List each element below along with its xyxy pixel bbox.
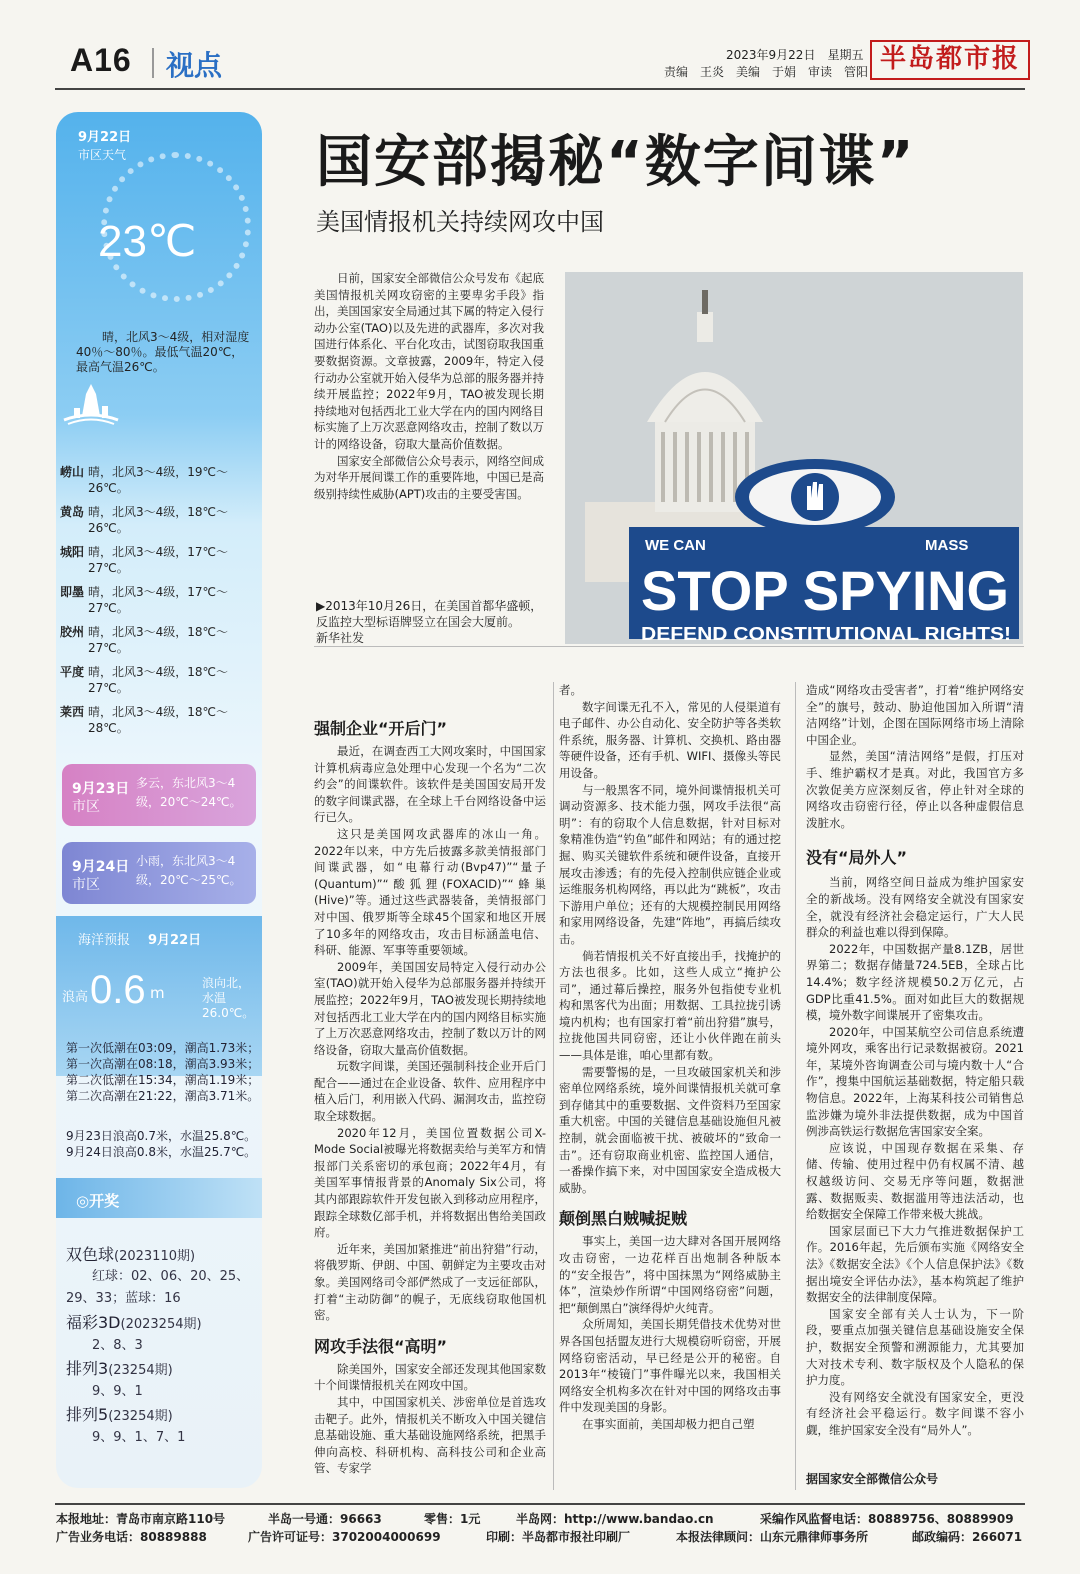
article-source: 据国家安全部微信公众号	[806, 1472, 939, 1486]
body-paragraph: 2020年，中国某航空公司信息系统遭境外网攻，乘客出行记录数据被窃。2021年，某境外咨询调查公司与境内数十人“合作”，搜集中国航运基础数据，特定船只载物信息。2022年，上海某科技公司销售总监涉嫌为境外非法提供数据，成为中国首例涉高铁运行数据危害国家安全案。	[806, 1024, 1024, 1139]
body-paragraph: 数字间谍无孔不入，常见的人侵渠道有电子邮件、办公自动化、安全防护等各类软件系统，服务器、计算机、交换机、路由器等硬件设备，还有手机、WIFI、摄像头等民用设备。	[559, 699, 781, 780]
tide-line: 第二次高潮在21:22，潮高3.71米。	[66, 1089, 260, 1103]
body-paragraph: 需要警惕的是，一旦攻破国家机关和涉密单位网络系统，境外间谍情报机关就可拿到存储其中的重要数据、文件资料乃至国家重大机密。中国的关键信息基础设施但凡被控制，就会面临被干扰、被破坏的“致命一击”。还有窃取商业机密、监控国人通信，一番操作搞下来，对中国国家安全造成极大威胁。	[559, 1064, 781, 1195]
body-paragraph: 近年来，美国加紧推进“前出狩猎”行动，将俄罗斯、伊朗、中国、朝鲜定为主要攻击对象。美国网络司令部俨然成了一支远征部队，打着“主动防御”的幌子，无底线窃取他国机密。	[314, 1241, 546, 1323]
tide-line: 第二次低潮在15:34，潮高1.19米；	[66, 1073, 260, 1087]
body-paragraph: 与一般黑客不同，境外间谍情报机关可调动资源多、技术能力强，网攻手法很“高明”：有的窃取个人信息数据，针对目标对象精准伪造“钓鱼”邮件和网站；有的通过挖掘、购买关键软件系统和硬件设备，直接开展攻击渗透；有的先侵入控制供应链企业或运维服务机构网络，再以此为“跳板”，攻击下游用户单位；还有的大规模控制民用网络和家用网络设备，先建“阵地”，再搞后续攻击。	[559, 782, 781, 946]
weather-temperature: 23℃	[98, 217, 197, 266]
body-paragraph: 者。	[559, 683, 582, 697]
article-headline: 国安部揭秘“数字间谍”	[316, 130, 916, 195]
region-row: 莱西 晴，北风3～4级，18℃～28℃。	[60, 705, 229, 735]
body-paragraph: 最近，在调查西工大网攻案时，中国国家计算机病毒应急处理中心发现一个名为“二次约会”的间谍软件。该软件是美国国安局开发的数字间谍武器，在全球上千台网络设备中运行已久。	[314, 744, 546, 825]
wave-height: 0.6	[90, 968, 146, 1012]
footer-supervision-phone: 采编作风监督电话：80889756、80889909	[760, 1512, 1014, 1526]
banner-text: DEFEND CONSTITUTIONAL RIGHTS!	[641, 624, 1011, 644]
body-paragraph: 国家安全部有关人士认为，下一阶段，要重点加强关键信息基础设施安全保护，数据安全预警和溯源能力，尤其要加大对技术专利、数字版权及个人隐私的保护力度。	[806, 1306, 1024, 1388]
capitol-photo	[565, 272, 1023, 644]
text-column-3	[806, 682, 1024, 1439]
intro-paragraph: 国家安全部微信公众号表示，网络空间成为对华开展间谍工作的重要阵地，中国已是高级别持续性威胁(APT)攻击的主要受害国。	[314, 453, 544, 501]
footer-printer: 印刷：半岛都市报社印刷厂	[486, 1530, 631, 1544]
forecast-date: 9月23日	[72, 781, 130, 797]
lottery-item: 福彩3D(2023254期)	[66, 1313, 202, 1332]
region-row: 城阳 晴，北风3～4级，17℃～27℃。	[60, 545, 229, 575]
body-paragraph: 显然，美国“清洁网络”是假，打压对手、维护霸权才是真。对此，我国官方多次敦促美方应深刻反省，停止针对全球的网络攻击窃密行径，停止以各种虚假信息泼脏水。	[806, 749, 1024, 830]
lottery-value: 9、9、1、7、1	[92, 1430, 186, 1445]
lottery-title: ◎开奖	[76, 1192, 120, 1210]
column-divider	[795, 682, 796, 1490]
section-rule	[314, 646, 1024, 647]
forecast-card-sep23	[62, 764, 256, 826]
wave-unit: m	[150, 984, 165, 1002]
next-sea-line: 9月23日浪高0.7米，水温25.8℃。	[66, 1129, 257, 1143]
body-paragraph: 当前，网络空间日益成为维护国家安全的新战场。没有网络安全就没有国家安全，就没有经济社会稳定运行，广大人民群众的利益也难以得到保障。	[806, 875, 1024, 940]
forecast-card-sep24	[62, 842, 256, 904]
region-row: 即墨 晴，北风3～4级，17℃～27℃。	[60, 585, 229, 615]
footer-ad-license: 广告许可证号：3702004000699	[248, 1530, 441, 1544]
page-number: A16	[70, 42, 132, 78]
banner-text: WE CAN	[645, 537, 706, 554]
staff-credits: 责编 王炎 美编 于娟 审读 管阳	[664, 65, 869, 79]
forecast-city: 市区	[72, 799, 100, 815]
banner-text: MASS	[925, 537, 969, 554]
body-paragraph: 国家层面已下大力气推进数据保护工作。2016年起，先后颁布实施《网络安全法》《数据安全法》《个人信息保护法》《数据出境安全评估办法》，基本构筑起了维护数据安全的法律制度保障。	[806, 1223, 1024, 1305]
region-row: 崂山 晴，北风3～4级，19℃～26℃。	[60, 465, 229, 495]
section-heading: 没有“局外人”	[806, 848, 908, 868]
wave-label: 浪高	[62, 990, 89, 1005]
body-paragraph: 玩数字间谍，美国还强制科技企业开后门配合——通过在企业设备、软件、应用程序中植入后门，利用嵌入代码、漏洞攻击，监控窃取全球数据。	[314, 1059, 546, 1124]
section-heading: 颠倒黑白贼喊捉贼	[559, 1209, 688, 1229]
next-sea-line: 9月24日浪高0.8米，水温25.7℃。	[66, 1145, 257, 1159]
forecast-text: 小雨，东北风3～4级，20℃～25℃。	[136, 854, 242, 887]
lottery-item: 排列3(23254期)	[66, 1359, 173, 1378]
body-paragraph: 在事实面前，美国却极力把自己塑	[582, 1416, 755, 1431]
issue-date: 2023年9月22日 星期五	[726, 48, 864, 62]
sea-forecast-date: 9月22日	[148, 933, 202, 948]
photo-caption: ▶2013年10月26日，在美国首都华盛顿，反监控大型标语牌竖立在国会大厦前。 新华社发	[316, 599, 543, 645]
region-row: 胶州 晴，北风3～4级，18℃～27℃。	[60, 625, 229, 655]
body-paragraph: 造成“网络攻击受害者”，打着“维护网络安全”的旗号，鼓动、胁迫他国加入所谓“清洁网络”计划，企图在国际网络市场上清除中国企业。	[806, 683, 1024, 747]
lottery-value: 2、8、3	[92, 1338, 143, 1353]
body-paragraph: 其中，中国国家机关、涉密单位是首选攻击靶子。此外，情报机关不断攻入中国关键信息基础设施、重大基础设施网络系统，把黑手伸向高校、科研机构、高科技公司和企业高管、专家学	[314, 1394, 546, 1476]
body-paragraph: 事实上，美国一边大肆对各国开展网络攻击窃密，一边花样百出炮制各种版本的“安全报告”，将中国抹黑为“网络威胁主体”，渲染炒作所谓“中国网络窃密”问题，把“颠倒黑白”演绎得炉火纯青。	[559, 1234, 781, 1315]
text-column-1	[314, 716, 546, 1477]
capitol-dome-illustration	[565, 272, 1023, 644]
body-paragraph: 除美国外，国家安全部还发现其他国家数十个间谍情报机关在网攻中国。	[314, 1361, 546, 1393]
body-paragraph: 倘若情报机关不好直接出手，找掩护的方法也很多。比如，这些人成立“掩护公司”，通过幕后操控，服务外包指使专业机构和黑客代为出面；用数据、工具拉拢引诱境内机构；也有国家打着“前出狩猎”旗号，拉拢他国共同窃密，还让小伙伴跑在前头——具体是谁，咱心里都有数。	[559, 948, 781, 1063]
lottery-item: 双色球(2023110期)	[66, 1245, 196, 1264]
forecast-text: 多云，东北风3～4级，20℃～24℃。	[136, 776, 242, 809]
text-column-2	[559, 682, 781, 1433]
banner-text: STOP SPYING	[641, 559, 1009, 622]
footer-hotline: 半岛一号通：96663	[268, 1512, 382, 1526]
city-skyline-icon	[60, 380, 122, 428]
footer-ad-phone: 广告业务电话：80889888	[56, 1530, 207, 1544]
weather-description: 晴，北风3～4级，相对湿度40％～80％。最低气温20℃，最高气温26℃。	[76, 330, 250, 374]
sea-forecast-title: 海洋预报	[78, 933, 131, 948]
body-paragraph: 应该说，中国现存数据在采集、存储、传输、使用过程中仍有权属不清、越权越级访问、交易无序等问题，数据泄露、数据贩卖、数据滥用等违法活动，也给数据安全保障工作带来极大挑战。	[806, 1140, 1024, 1222]
weather-city: 市区天气	[78, 148, 127, 162]
region-row: 黄岛 晴，北风3～4级，18℃～26℃。	[60, 505, 229, 535]
body-paragraph: 2020年12月，美国位置数据公司X-Mode Social被曝光将数据卖给与美军方和情报部门关系密切的承包商；2022年4月，有美国军事情报背景的Anomaly Six公司，将其内部跟踪软件开发包嵌入到移动应用程序，跟踪全球数亿部手机，并将数据出售给美国政府。	[314, 1125, 546, 1240]
header-divider	[152, 48, 154, 78]
footer-price: 零售：1元	[424, 1512, 481, 1526]
body-paragraph: 众所周知，美国长期凭借技术优势对世界各国包括盟友进行大规模窃听窃密，开展网络窃密活动，早已经是公开的秘密。自2013年“棱镜门”事件曝光以来，我国相关网络安全机构多次在针对中国的网络攻击事件中发现美国的身影。	[559, 1317, 781, 1415]
newspaper-logo: 半岛都市报	[870, 40, 1030, 80]
tide-line: 第一次低潮在03:09，潮高1.73米；	[66, 1041, 260, 1055]
footer-legal-advisor: 本报法律顾问：山东元鼎律师事务所	[676, 1530, 869, 1544]
intro-column	[314, 270, 544, 502]
body-paragraph: 没有网络安全就没有国家安全，更没有经济社会平稳运行。数字间谍不容小觑，维护国家安全没有“局外人”。	[806, 1389, 1024, 1437]
section-title: 视点	[166, 49, 223, 82]
body-paragraph: 这只是美国网攻武器库的冰山一角。2022年以来，中方先后披露多款美情报部门间谍武器，如“电幕行动(Bvp47)”“量子(Quantum)”“酸狐狸(FOXACID)”“蜂巢(Hive)”等。通过这些武器装备，美情报部门对中国、俄罗斯等全球45个国家和地区开展了10多年的网络攻击，攻击目标涵盖电信、科研、能源、军事等重要领域。	[314, 826, 546, 958]
lottery-item: 排列5(23254期)	[66, 1405, 173, 1424]
header-rule	[55, 88, 1025, 90]
footer-address: 本报地址：青岛市南京路110号	[56, 1512, 226, 1526]
weather-date: 9月22日	[78, 130, 132, 145]
lottery-value: 9、9、1	[92, 1384, 143, 1399]
footer-website: 半岛网：http://www.bandao.cn	[516, 1512, 714, 1526]
section-heading: 网攻手法很“高明”	[314, 1336, 448, 1356]
footer-rule	[55, 1503, 1025, 1505]
tide-line: 第一次高潮在08:18，潮高3.93米；	[66, 1057, 260, 1071]
article-subhead: 美国情报机关持续网攻中国	[316, 208, 604, 236]
section-heading: 强制企业“开后门”	[314, 719, 448, 738]
weather-panel	[56, 112, 262, 1488]
body-paragraph: 2009年，美国国安局特定入侵行动办公室(TAO)就开始入侵华为总部服务器并持续开展监控；2022年9月，TAO被发现长期持续地对包括西北工业大学在内的国内网络目标实施了上万次恶意网络攻击，控制了数以万计的网络设备，窃取大量高价值数据。	[314, 959, 546, 1057]
forecast-city: 市区	[72, 877, 100, 893]
column-divider	[553, 682, 554, 1490]
region-row: 平度 晴，北风3～4级，18℃～27℃。	[60, 665, 229, 695]
body-paragraph: 2022年，中国数据产量8.1ZB，居世界第二；数据存储量724.5EB，全球占比14.4%；数字经济规模50.2万亿元，占GDP比重41.5%。面对如此巨大的数据规模，境外数字间谍展开了密集攻击。	[806, 941, 1024, 1023]
forecast-date: 9月24日	[72, 859, 130, 875]
lottery-value: 红球：02、06、20、25、29、33；蓝球：16	[66, 1269, 250, 1306]
intro-paragraph: 日前，国家安全部微信公众号发布《起底美国情报机关网攻窃密的主要卑劣手段》指出，美国国家安全局通过其下属的特定入侵行动办公室(TAO)以及先进的武器库，多次对我国进行体系化、平台化攻击，试图窃取我国重要数据资源。文章披露，2009年，特定入侵行动办公室就开始入侵华为总部的服务器并持续开展监控；2022年9月，TAO被发现长期持续地对包括西北工业大学在内的国内网络目标实施了上万次恶意网络攻击，控制了数以万计的网络设备，窃取大量高价值数据。	[314, 271, 544, 451]
water-temp: 浪向北，水温26.0℃。	[202, 976, 255, 1020]
footer-postcode: 邮政编码：266071	[912, 1530, 1023, 1544]
